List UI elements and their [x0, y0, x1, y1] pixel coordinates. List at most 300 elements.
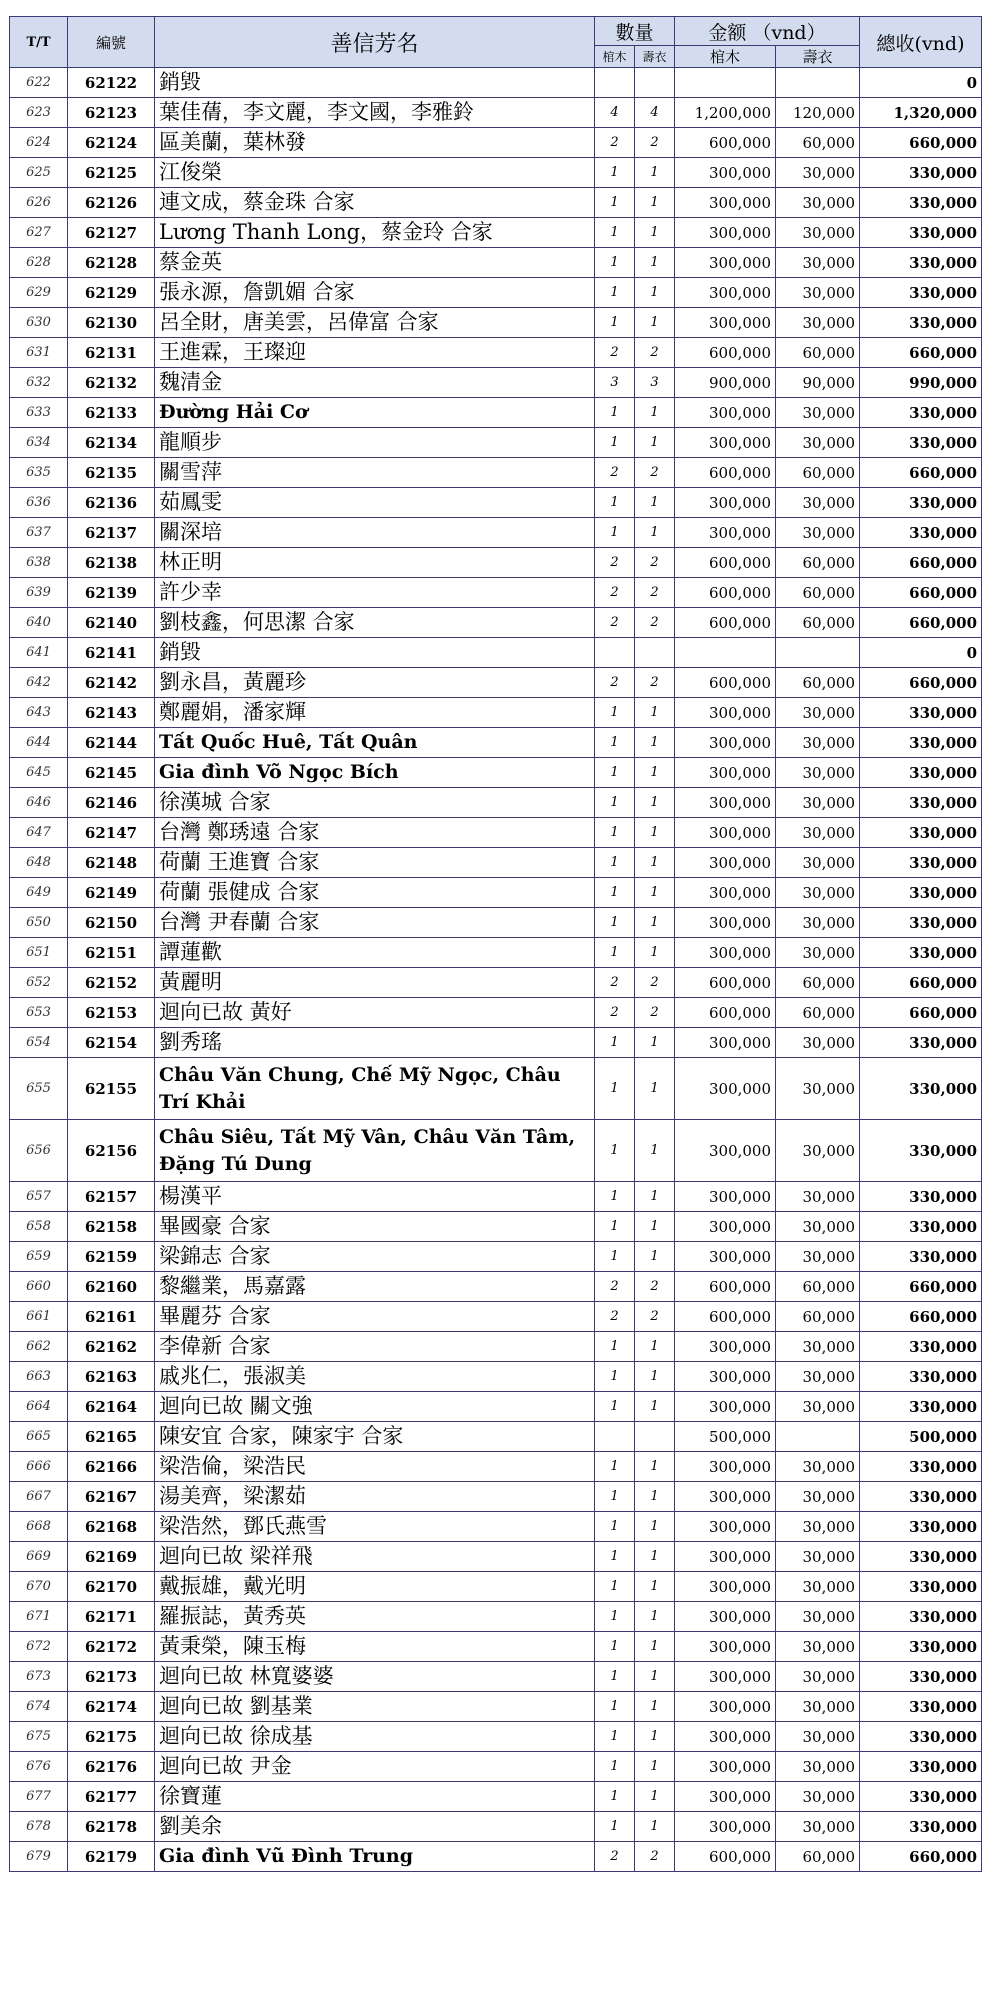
row-number: 664 [10, 1392, 68, 1422]
table-row [10, 1058, 982, 1120]
donor-name: Gia đình Vũ Đình Trung [155, 1842, 595, 1872]
row-total: 330,000 [860, 1512, 982, 1542]
qty-coffin: 1 [595, 1362, 635, 1392]
amount-coffin: 300,000 [675, 1242, 776, 1272]
amount-shroud: 60,000 [776, 668, 860, 698]
row-total: 1,320,000 [860, 98, 982, 128]
row-number: 638 [10, 548, 68, 578]
qty-coffin: 1 [595, 788, 635, 818]
qty-shroud: 1 [635, 158, 675, 188]
row-total: 330,000 [860, 1212, 982, 1242]
qty-coffin: 1 [595, 698, 635, 728]
donor-ledger [9, 16, 981, 1872]
donor-name: 李偉新 合家 [155, 1332, 595, 1362]
donor-name: 徐漢城 合家 [155, 788, 595, 818]
donor-code: 62170 [68, 1572, 155, 1602]
row-total: 330,000 [860, 848, 982, 878]
qty-coffin: 1 [595, 1392, 635, 1422]
row-total: 330,000 [860, 788, 982, 818]
amount-shroud [776, 68, 860, 98]
donor-code: 62149 [68, 878, 155, 908]
donor-code: 62146 [68, 788, 155, 818]
row-total: 660,000 [860, 998, 982, 1028]
donor-name: 黎繼業，馬嘉露 [155, 1272, 595, 1302]
donor-code: 62137 [68, 518, 155, 548]
qty-shroud: 2 [635, 458, 675, 488]
row-number: 627 [10, 218, 68, 248]
row-total: 330,000 [860, 878, 982, 908]
qty-coffin: 1 [595, 758, 635, 788]
donor-code: 62147 [68, 818, 155, 848]
row-number: 671 [10, 1602, 68, 1632]
amount-shroud: 30,000 [776, 248, 860, 278]
donor-code: 62177 [68, 1782, 155, 1812]
qty-coffin: 1 [595, 1512, 635, 1542]
donor-name: 羅振誌，黃秀英 [155, 1602, 595, 1632]
qty-shroud: 1 [635, 428, 675, 458]
table-row [10, 1782, 982, 1812]
qty-shroud [635, 1422, 675, 1452]
amount-shroud: 30,000 [776, 698, 860, 728]
amount-coffin: 300,000 [675, 908, 776, 938]
qty-coffin: 1 [595, 938, 635, 968]
donor-code: 62153 [68, 998, 155, 1028]
donor-name: Châu Văn Chung, Chế Mỹ Ngọc, Châu Trí Khải [155, 1058, 595, 1120]
table-row [10, 278, 982, 308]
amount-coffin: 300,000 [675, 1362, 776, 1392]
amount-coffin: 300,000 [675, 1662, 776, 1692]
amount-coffin: 300,000 [675, 1120, 776, 1182]
qty-coffin: 2 [595, 998, 635, 1028]
table-row [10, 1392, 982, 1422]
table-row [10, 218, 982, 248]
amount-shroud: 30,000 [776, 788, 860, 818]
amount-coffin: 300,000 [675, 878, 776, 908]
qty-coffin: 1 [595, 1120, 635, 1182]
amount-coffin: 300,000 [675, 1542, 776, 1572]
row-number: 672 [10, 1632, 68, 1662]
qty-coffin: 1 [595, 1182, 635, 1212]
donor-code: 62124 [68, 128, 155, 158]
row-number: 668 [10, 1512, 68, 1542]
donor-name: Lương Thanh Long，蔡金玲 合家 [155, 218, 595, 248]
amount-shroud: 30,000 [776, 1572, 860, 1602]
header-code: 編號 [68, 17, 155, 68]
table-row [10, 1812, 982, 1842]
amount-shroud: 60,000 [776, 968, 860, 998]
donor-name: 銷毀 [155, 638, 595, 668]
donor-code: 62125 [68, 158, 155, 188]
amount-coffin: 300,000 [675, 1028, 776, 1058]
qty-shroud: 1 [635, 908, 675, 938]
table-row [10, 1572, 982, 1602]
row-number: 635 [10, 458, 68, 488]
amount-shroud: 60,000 [776, 548, 860, 578]
amount-coffin: 300,000 [675, 1212, 776, 1242]
donor-name: 迴向已故 黃好 [155, 998, 595, 1028]
table-row [10, 398, 982, 428]
donor-code: 62130 [68, 308, 155, 338]
row-total: 330,000 [860, 758, 982, 788]
qty-shroud: 1 [635, 1452, 675, 1482]
row-total: 660,000 [860, 608, 982, 638]
amount-shroud: 60,000 [776, 1842, 860, 1872]
amount-shroud: 60,000 [776, 458, 860, 488]
amount-coffin: 300,000 [675, 938, 776, 968]
table-row [10, 1362, 982, 1392]
amount-coffin: 900,000 [675, 368, 776, 398]
row-total: 330,000 [860, 1028, 982, 1058]
row-total: 660,000 [860, 128, 982, 158]
donor-name: 台灣 鄭琇遠 合家 [155, 818, 595, 848]
donor-name: 楊漢平 [155, 1182, 595, 1212]
qty-shroud: 2 [635, 968, 675, 998]
amount-coffin: 300,000 [675, 788, 776, 818]
amount-shroud: 60,000 [776, 128, 860, 158]
table-row [10, 548, 982, 578]
qty-coffin: 1 [595, 1602, 635, 1632]
donor-code: 62127 [68, 218, 155, 248]
row-total: 330,000 [860, 1452, 982, 1482]
amount-coffin: 300,000 [675, 1182, 776, 1212]
header-tt: T/T [10, 17, 68, 68]
qty-coffin: 2 [595, 338, 635, 368]
amount-coffin: 300,000 [675, 488, 776, 518]
table-row [10, 758, 982, 788]
amount-shroud: 30,000 [776, 1512, 860, 1542]
table-row [10, 68, 982, 98]
amount-coffin: 300,000 [675, 1058, 776, 1120]
donor-name: 茹鳳雯 [155, 488, 595, 518]
qty-coffin: 1 [595, 428, 635, 458]
amount-coffin: 600,000 [675, 548, 776, 578]
donor-code: 62128 [68, 248, 155, 278]
table-row [10, 1452, 982, 1482]
row-total: 330,000 [860, 938, 982, 968]
row-total: 330,000 [860, 1662, 982, 1692]
donor-code: 62142 [68, 668, 155, 698]
qty-shroud: 1 [635, 1392, 675, 1422]
table-row [10, 938, 982, 968]
qty-shroud: 1 [635, 1028, 675, 1058]
row-number: 675 [10, 1722, 68, 1752]
qty-coffin: 1 [595, 1542, 635, 1572]
donor-code: 62144 [68, 728, 155, 758]
amount-shroud: 30,000 [776, 1542, 860, 1572]
row-total: 660,000 [860, 1302, 982, 1332]
amount-shroud: 60,000 [776, 1272, 860, 1302]
donor-name: 林正明 [155, 548, 595, 578]
qty-shroud: 2 [635, 548, 675, 578]
row-number: 645 [10, 758, 68, 788]
amount-shroud: 30,000 [776, 158, 860, 188]
amount-shroud: 60,000 [776, 578, 860, 608]
amount-shroud: 30,000 [776, 1632, 860, 1662]
table-row [10, 338, 982, 368]
amount-shroud: 30,000 [776, 1452, 860, 1482]
amount-shroud: 60,000 [776, 1302, 860, 1332]
donation-table [9, 16, 982, 1872]
qty-coffin: 1 [595, 1482, 635, 1512]
qty-shroud: 1 [635, 1332, 675, 1362]
row-total: 330,000 [860, 1782, 982, 1812]
row-number: 679 [10, 1842, 68, 1872]
table-row [10, 1422, 982, 1452]
qty-coffin: 1 [595, 1242, 635, 1272]
donor-name: 迴向已故 關文強 [155, 1392, 595, 1422]
qty-coffin: 1 [595, 1782, 635, 1812]
amount-coffin: 600,000 [675, 608, 776, 638]
donor-name: Tất Quốc Huê, Tất Quân [155, 728, 595, 758]
qty-shroud: 1 [635, 1632, 675, 1662]
row-total: 330,000 [860, 1542, 982, 1572]
row-number: 633 [10, 398, 68, 428]
donor-code: 62156 [68, 1120, 155, 1182]
qty-coffin [595, 1422, 635, 1452]
table-row [10, 488, 982, 518]
qty-coffin: 3 [595, 368, 635, 398]
amount-shroud: 30,000 [776, 1120, 860, 1182]
donor-name: 張永源，詹凱媚 合家 [155, 278, 595, 308]
table-body [10, 68, 982, 1872]
donor-code: 62169 [68, 1542, 155, 1572]
row-total: 330,000 [860, 1332, 982, 1362]
row-number: 641 [10, 638, 68, 668]
amount-coffin: 300,000 [675, 1722, 776, 1752]
amount-shroud: 30,000 [776, 1362, 860, 1392]
donor-code: 62145 [68, 758, 155, 788]
qty-coffin: 1 [595, 818, 635, 848]
qty-shroud: 2 [635, 668, 675, 698]
qty-shroud: 1 [635, 278, 675, 308]
donor-name: 迴向已故 林寬婆婆 [155, 1662, 595, 1692]
qty-coffin: 1 [595, 848, 635, 878]
donor-name: 江俊榮 [155, 158, 595, 188]
amount-coffin: 600,000 [675, 578, 776, 608]
qty-shroud: 2 [635, 608, 675, 638]
donor-name: 畢麗芬 合家 [155, 1302, 595, 1332]
donor-name: 劉秀瑤 [155, 1028, 595, 1058]
donor-code: 62150 [68, 908, 155, 938]
row-number: 622 [10, 68, 68, 98]
qty-coffin [595, 68, 635, 98]
amount-shroud [776, 638, 860, 668]
qty-coffin: 1 [595, 1572, 635, 1602]
donor-code: 62162 [68, 1332, 155, 1362]
row-total: 330,000 [860, 728, 982, 758]
amount-coffin: 300,000 [675, 248, 776, 278]
amount-coffin: 600,000 [675, 458, 776, 488]
table-row [10, 1272, 982, 1302]
qty-shroud: 1 [635, 1602, 675, 1632]
row-number: 624 [10, 128, 68, 158]
table-row [10, 188, 982, 218]
table-row [10, 128, 982, 158]
row-total: 330,000 [860, 398, 982, 428]
row-number: 669 [10, 1542, 68, 1572]
amount-coffin: 600,000 [675, 668, 776, 698]
amount-coffin: 300,000 [675, 1692, 776, 1722]
amount-coffin [675, 68, 776, 98]
amount-shroud: 30,000 [776, 428, 860, 458]
row-total: 660,000 [860, 458, 982, 488]
donor-name: Châu Siêu, Tất Mỹ Vân, Châu Văn Tâm, Đặng Tú Dung [155, 1120, 595, 1182]
amount-shroud: 30,000 [776, 398, 860, 428]
row-number: 636 [10, 488, 68, 518]
qty-shroud: 1 [635, 938, 675, 968]
row-number: 655 [10, 1058, 68, 1120]
qty-coffin: 2 [595, 1302, 635, 1332]
qty-shroud: 1 [635, 698, 675, 728]
donor-code: 62126 [68, 188, 155, 218]
donor-name: 劉美余 [155, 1812, 595, 1842]
donor-code: 62165 [68, 1422, 155, 1452]
qty-coffin: 1 [595, 1332, 635, 1362]
qty-shroud: 2 [635, 578, 675, 608]
qty-shroud: 2 [635, 1272, 675, 1302]
qty-coffin: 2 [595, 548, 635, 578]
row-number: 654 [10, 1028, 68, 1058]
amount-shroud: 30,000 [776, 818, 860, 848]
table-row [10, 668, 982, 698]
donor-name: 王進霖，王璨迎 [155, 338, 595, 368]
table-row [10, 1028, 982, 1058]
amount-coffin: 300,000 [675, 1752, 776, 1782]
amount-coffin: 300,000 [675, 698, 776, 728]
qty-coffin: 1 [595, 278, 635, 308]
amount-shroud: 30,000 [776, 1028, 860, 1058]
qty-shroud: 1 [635, 1212, 675, 1242]
amount-coffin: 300,000 [675, 218, 776, 248]
donor-name: 銷毀 [155, 68, 595, 98]
amount-coffin: 300,000 [675, 728, 776, 758]
amount-coffin: 600,000 [675, 1842, 776, 1872]
row-number: 660 [10, 1272, 68, 1302]
table-row [10, 608, 982, 638]
donor-code: 62178 [68, 1812, 155, 1842]
amount-coffin: 300,000 [675, 398, 776, 428]
amount-coffin: 1,200,000 [675, 98, 776, 128]
amount-coffin: 300,000 [675, 518, 776, 548]
row-total: 330,000 [860, 698, 982, 728]
table-row [10, 1542, 982, 1572]
donor-code: 62171 [68, 1602, 155, 1632]
header-amount: 金额 （vnd） [675, 17, 860, 46]
donor-code: 62143 [68, 698, 155, 728]
qty-coffin: 1 [595, 1212, 635, 1242]
qty-shroud: 1 [635, 848, 675, 878]
qty-coffin: 4 [595, 98, 635, 128]
row-number: 676 [10, 1752, 68, 1782]
qty-coffin: 1 [595, 1812, 635, 1842]
qty-shroud: 1 [635, 1722, 675, 1752]
donor-name: 黃麗明 [155, 968, 595, 998]
table-row [10, 1512, 982, 1542]
qty-shroud [635, 638, 675, 668]
row-total: 660,000 [860, 668, 982, 698]
amount-shroud: 60,000 [776, 338, 860, 368]
table-row [10, 998, 982, 1028]
qty-shroud: 2 [635, 998, 675, 1028]
row-number: 625 [10, 158, 68, 188]
row-number: 662 [10, 1332, 68, 1362]
donor-name: 荷蘭 王進寶 合家 [155, 848, 595, 878]
qty-coffin [595, 638, 635, 668]
donor-code: 62155 [68, 1058, 155, 1120]
amount-shroud: 30,000 [776, 1242, 860, 1272]
row-number: 667 [10, 1482, 68, 1512]
row-number: 646 [10, 788, 68, 818]
qty-shroud: 2 [635, 1842, 675, 1872]
donor-name: 關雪萍 [155, 458, 595, 488]
donor-code: 62139 [68, 578, 155, 608]
qty-coffin: 1 [595, 1722, 635, 1752]
qty-coffin: 1 [595, 1058, 635, 1120]
row-number: 644 [10, 728, 68, 758]
amount-shroud: 60,000 [776, 998, 860, 1028]
qty-shroud: 1 [635, 1782, 675, 1812]
row-total: 330,000 [860, 488, 982, 518]
qty-shroud: 2 [635, 1302, 675, 1332]
amount-coffin: 600,000 [675, 968, 776, 998]
amount-shroud: 30,000 [776, 1812, 860, 1842]
table-header [10, 17, 982, 68]
qty-coffin: 2 [595, 128, 635, 158]
row-number: 628 [10, 248, 68, 278]
row-number: 656 [10, 1120, 68, 1182]
donor-code: 62154 [68, 1028, 155, 1058]
row-number: 653 [10, 998, 68, 1028]
amount-coffin: 300,000 [675, 308, 776, 338]
qty-coffin: 1 [595, 518, 635, 548]
header-amount-coffin: 棺木 [675, 46, 776, 68]
amount-shroud: 30,000 [776, 908, 860, 938]
amount-coffin: 300,000 [675, 1332, 776, 1362]
donor-name: 梁浩然，鄧氏燕雪 [155, 1512, 595, 1542]
row-total: 330,000 [860, 188, 982, 218]
donor-name: 陳安宜 合家，陳家宇 合家 [155, 1422, 595, 1452]
qty-coffin: 1 [595, 908, 635, 938]
amount-shroud: 30,000 [776, 1482, 860, 1512]
amount-shroud: 60,000 [776, 608, 860, 638]
qty-shroud: 1 [635, 818, 675, 848]
row-number: 626 [10, 188, 68, 218]
amount-shroud: 30,000 [776, 278, 860, 308]
donor-name: 迴向已故 徐成基 [155, 1722, 595, 1752]
table-row [10, 308, 982, 338]
qty-shroud: 1 [635, 1512, 675, 1542]
amount-shroud: 30,000 [776, 518, 860, 548]
row-total: 330,000 [860, 308, 982, 338]
qty-shroud: 1 [635, 218, 675, 248]
row-total: 330,000 [860, 1058, 982, 1120]
qty-shroud: 1 [635, 1662, 675, 1692]
amount-shroud: 30,000 [776, 938, 860, 968]
row-total: 330,000 [860, 1812, 982, 1842]
amount-coffin: 600,000 [675, 1272, 776, 1302]
amount-coffin: 500,000 [675, 1422, 776, 1452]
donor-name: 迴向已故 尹金 [155, 1752, 595, 1782]
donor-code: 62141 [68, 638, 155, 668]
table-row [10, 1602, 982, 1632]
donor-code: 62176 [68, 1752, 155, 1782]
qty-shroud: 1 [635, 398, 675, 428]
row-number: 677 [10, 1782, 68, 1812]
donor-name: 徐寶蓮 [155, 1782, 595, 1812]
row-total: 330,000 [860, 1482, 982, 1512]
donor-name: 譚蓮歡 [155, 938, 595, 968]
qty-coffin: 1 [595, 728, 635, 758]
